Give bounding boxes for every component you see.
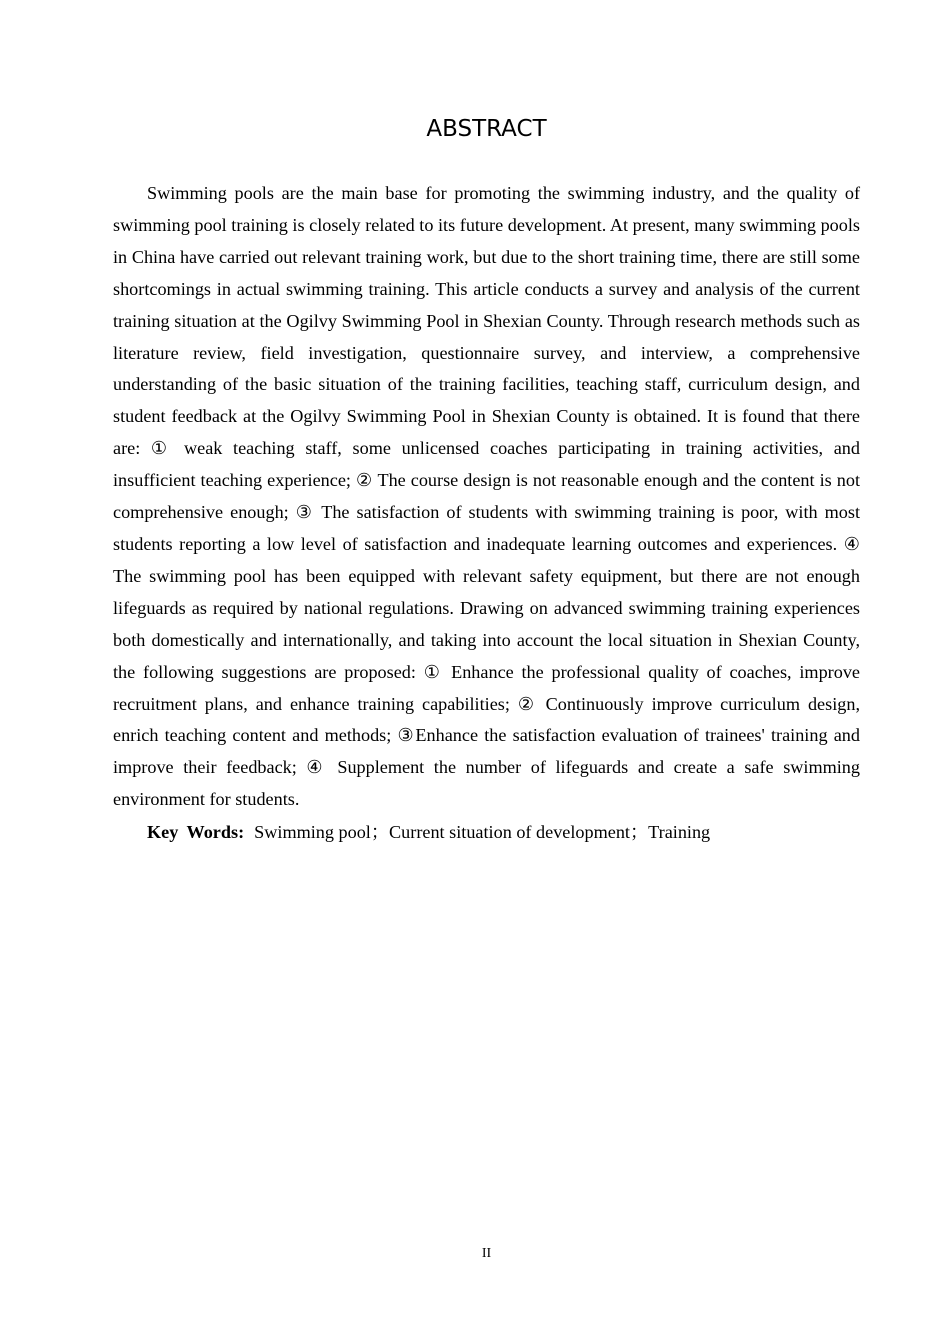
abstract-body: Swimming pools are the main base for promoting the swimming industry, and the quality of swimming pool training is closely related to its future development. At present, many swimming pools in China have carried out relevant training work, but due to the short training time, there are still some shortcomings in actual swimming training. This article conducts a survey and analysis of the current training situation at the Ogilvy Swimming Pool in Shexian County. Through research methods such as literature review, field investigation, questionnaire survey, and interview, a comprehensive understanding of the basic situation of the training facilities, teaching staff, curriculum design, and student feedback at the Ogilvy Swimming Pool in Shexian County is obtained. It is found that there are: ① weak teaching staff, some unlicensed coaches participating in training activities, and insufficient teaching experience; ② The course design is not reasonable enough and the content is not comprehensive enough; ③ The satisfaction of students with swimming training is poor, with most students reporting a low level of satisfaction and inadequate learning outcomes and experiences. ④ The swimming pool has been equipped with relevant safety equipment, but there are not enough lifeguards as required by national regulations. Drawing on advanced swimming training experiences both domestically and internationally, and taking into account the local situation in Shexian County, the following suggestions are proposed: ① Enhance the professional quality of coaches, improve recruitment plans, and enhance training capabilities; ② Continuously improve curriculum design, enrich teaching content and methods; ③Enhance the satisfaction evaluation of trainees' training and improve their feedback; ④ Supplement the number of lifeguards and create a safe swimming environment for students. (113, 183, 860, 810)
abstract-title: ABSTRACT (426, 116, 547, 142)
keywords-line (147, 817, 860, 848)
page-number: II (481, 1246, 492, 1261)
keywords-label: Key Words: (147, 822, 245, 842)
keywords-value: Swimming pool；Current situation of development；Training (254, 822, 711, 842)
